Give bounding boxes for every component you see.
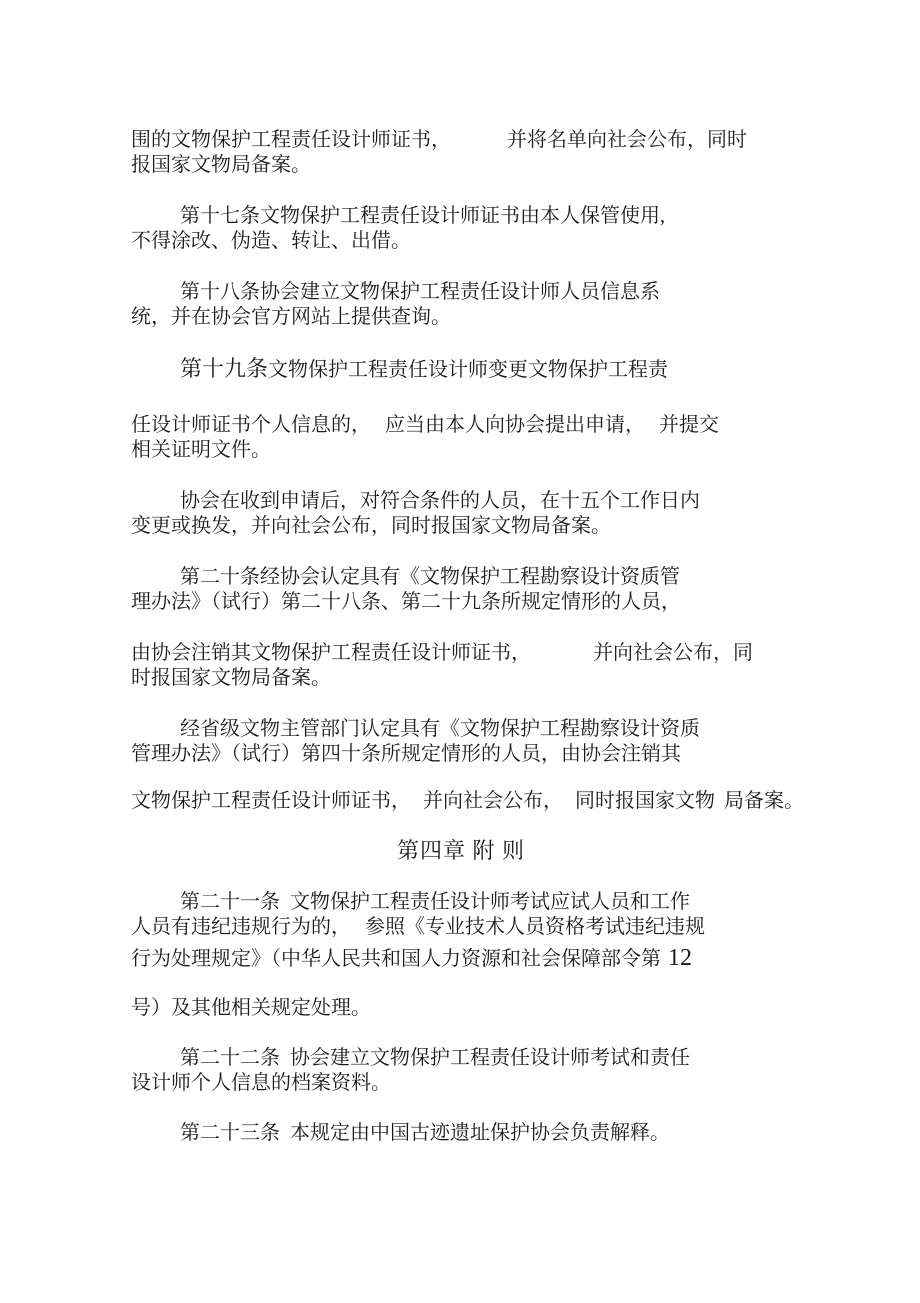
inline-gap [411, 806, 423, 807]
inline-gap [351, 932, 365, 933]
inline-gap [451, 145, 507, 146]
inline-gap [371, 430, 385, 431]
text-line [131, 1071, 791, 1096]
text-line [131, 565, 791, 590]
paragraph [131, 641, 791, 691]
text-line [131, 305, 791, 330]
inline-gap [531, 658, 593, 659]
text-line [131, 590, 791, 615]
text-run: 本规定由中国古迹遗址保护协会负责解释。 [290, 1122, 670, 1144]
text-run: 行为处理规定》（中华人民共和国人力资源和社会保障部令第 [131, 948, 661, 970]
paragraph [131, 413, 791, 463]
paragraph [131, 204, 791, 254]
text-run: 号）及其他相关规定处理。 [131, 997, 371, 1019]
text-run: 相关证明文件。 [131, 439, 271, 461]
paragraph [131, 789, 804, 814]
text-run: 第二十二条 [180, 1047, 280, 1069]
inline-gap [645, 430, 659, 431]
text-run: 设计师个人信息的档案资料。 [131, 1072, 391, 1094]
text-run: 管理办法》（试行）第四十条所规定情形的人员，由协会注销其 [131, 743, 681, 765]
text-run: 统，并在协会官方网站上提供查询。 [131, 306, 451, 328]
text-run: 任设计师证书个人信息的， [131, 414, 371, 436]
paragraph [131, 128, 791, 178]
text-run: 第二十三条 [180, 1122, 280, 1144]
text-line [131, 915, 791, 940]
text-line [131, 1046, 791, 1071]
text-line [131, 153, 791, 178]
text-run: 第二十一条 [180, 891, 280, 913]
text-run: 12 [668, 945, 692, 971]
text-line [131, 356, 791, 383]
text-run: 应当由本人向协会提出申请， [385, 414, 645, 436]
text-run: 理办法》（试行）第二十八条、第二十九条所规定情形的人员， [131, 591, 681, 613]
text-line [131, 514, 791, 539]
text-run: 参照《专业技术人员资格考试违纪违规 [365, 916, 705, 938]
text-run: 协会在收到申请后，对符合条件的人员，在十五个工作日内 [180, 490, 700, 512]
paragraph [131, 356, 791, 383]
text-run: 第十七条文物保护工程责任设计师证书由本人保管使用, [180, 205, 665, 227]
text-line [131, 717, 791, 742]
text-run: 第二十条经协会认定具有《文物保护工程勘察设计资质管 [180, 566, 680, 588]
text-run: 围的文物保护工程责任设计师证书， [131, 129, 451, 151]
text-run: 并将名单向社会公布，同时 [507, 129, 747, 151]
paragraph [131, 280, 791, 330]
inline-gap [563, 806, 575, 807]
inline-gap [280, 1063, 290, 1064]
text-run: 同时报国家文物 [575, 790, 715, 812]
text-run: 报国家文物局备案。 [131, 154, 311, 176]
text-run: 局备案。 [724, 790, 804, 812]
inline-gap [280, 1138, 290, 1139]
text-line [131, 890, 791, 915]
text-run: 时报国家文物局备案。 [131, 667, 331, 689]
text-run: 文物保护工程责任设计师考试应试人员和工作 [290, 891, 690, 913]
text-run: 人员有违纪违规行为的， [131, 916, 351, 938]
text-run: 文物保护工程责任设计师变更文物保护工程责 [268, 359, 669, 381]
text-line [131, 438, 791, 463]
paragraph [131, 717, 791, 767]
text-line [131, 1121, 791, 1146]
text-line [131, 128, 791, 153]
text-line [131, 641, 791, 666]
text-line [131, 946, 791, 972]
text-run: 第十九条 [180, 356, 269, 381]
inline-gap [280, 907, 290, 908]
text-line [131, 489, 791, 514]
inline-gap [715, 806, 724, 807]
text-line [131, 666, 791, 691]
text-line [131, 280, 791, 305]
text-run: 变更或换发，并向社会公布，同时报国家文物局备案。 [131, 515, 611, 537]
text-run: 由协会注销其文物保护工程责任设计师证书， [131, 642, 531, 664]
paragraph [131, 565, 791, 615]
text-line [131, 229, 791, 254]
text-line [131, 789, 804, 814]
text-run: 第十八条协会建立文物保护工程责任设计师人员信息系 [180, 281, 660, 303]
text-run: 协会建立文物保护工程责任设计师考试和责任 [290, 1047, 690, 1069]
text-line [131, 996, 791, 1021]
text-run: 不得涂改、伪造、转让、出借。 [131, 230, 411, 252]
chapter-heading: 第四章 附 则 [396, 838, 525, 863]
paragraph [131, 489, 791, 539]
text-run: 文物保护工程责任设计师证书， [131, 790, 411, 812]
paragraph [131, 1046, 791, 1096]
paragraph [131, 996, 791, 1021]
text-run: 并向社会公布，同 [593, 642, 753, 664]
text-line [131, 742, 791, 767]
inline-gap [661, 964, 668, 965]
text-line [131, 413, 791, 438]
paragraph [131, 1121, 791, 1146]
text-run: 经省级文物主管部门认定具有《文物保护工程勘察设计资质 [180, 718, 700, 740]
text-run: 并提交 [659, 414, 719, 436]
paragraph [131, 890, 791, 972]
text-run: 并向社会公布， [423, 790, 563, 812]
text-line [131, 204, 791, 229]
